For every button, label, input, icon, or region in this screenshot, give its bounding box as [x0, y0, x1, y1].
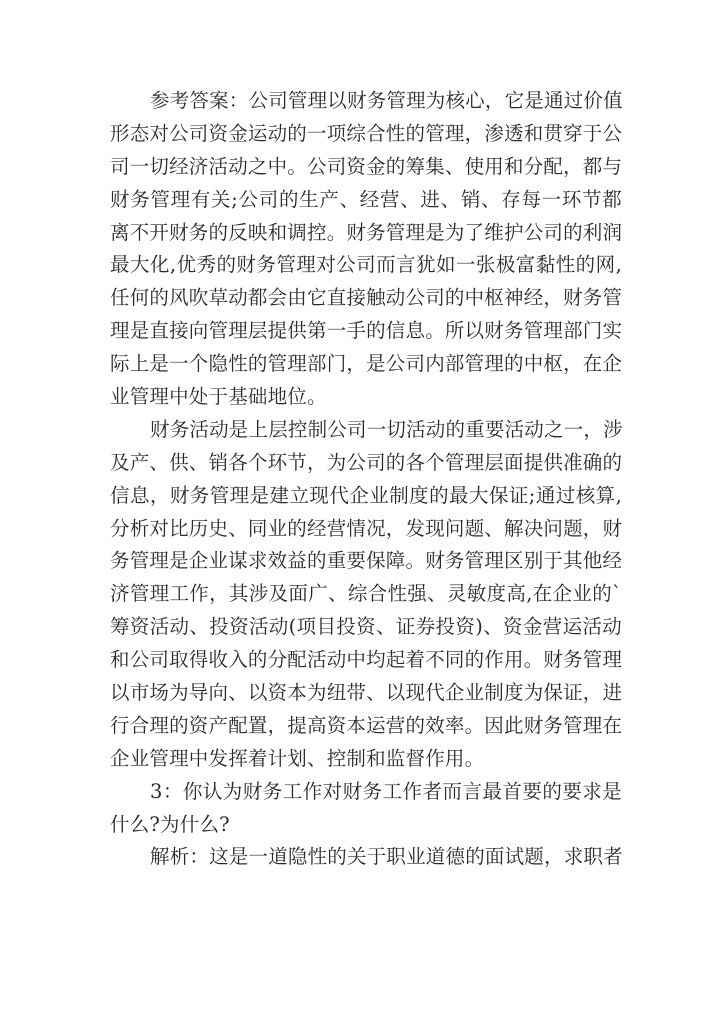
text-line: 行合理的资产配置，提高资本运营的效率。因此财务管理在 — [110, 713, 623, 737]
text-line: 形态对公司资金运动的一项综合性的管理，渗透和贯穿于公 — [110, 121, 623, 145]
document-page — [110, 85, 622, 874]
text-line: 和公司取得收入的分配活动中均起着不同的作用。财务管理 — [110, 648, 623, 672]
text-line: 3：你认为财务工作对财务工作者而言最首要的要求是 — [150, 779, 622, 803]
text-line: 企业管理中发挥着计划、控制和监督作用。 — [110, 746, 485, 770]
text-line: 最大化,优秀的财务管理对公司而言犹如一张极富黏性的网, — [110, 253, 622, 277]
text-line: 务管理是企业谋求效益的重要保障。财务管理区别于其他经 — [110, 549, 623, 573]
text-line: 以市场为导向、以资本为纽带、以现代企业制度为保证，进 — [110, 681, 623, 705]
text-line: 筹资活动、投资活动(项目投资、证券投资)、资金营运活动 — [110, 615, 622, 639]
text-line: 信息，财务管理是建立现代企业制度的最大保证;通过核算, — [110, 483, 622, 507]
text-line: 济管理工作，其涉及面广、综合性强、灵敏度高,在企业的` — [110, 582, 622, 606]
text-line: 离不开财务的反映和调控。财务管理是为了维护公司的利润 — [110, 220, 623, 244]
text-line: 解析：这是一道隐性的关于职业道德的面试题，求职者 — [150, 845, 623, 869]
paragraph-answer — [110, 85, 622, 414]
text-line: 及产、供、销各个环节，为公司的各个管理层面提供准确的 — [110, 450, 623, 474]
text-line: 财务活动是上层控制公司一切活动的重要活动之一，涉 — [150, 417, 623, 441]
paragraph-analysis — [110, 841, 622, 874]
paragraph-question-3 — [110, 776, 622, 842]
text-line: 司一切经济活动之中。公司资金的筹集、使用和分配，都与 — [110, 154, 623, 178]
text-line: 参考答案：公司管理以财务管理为核心，它是通过价值 — [150, 89, 623, 112]
text-line: 业管理中处于基础地位。 — [110, 385, 327, 409]
text-line: 理是直接向管理层提供第一手的信息。所以财务管理部门实 — [110, 319, 623, 343]
text-line: 财务管理有关;公司的生产、经营、进、销、存每一环节都 — [110, 187, 622, 211]
text-line: 什么?为什么? — [110, 812, 230, 836]
text-line: 分析对比历史、同业的经营情况，发现问题、解决问题，财 — [110, 516, 623, 540]
paragraph-financial-activities — [110, 414, 622, 776]
text-line: 任何的风吹草动都会由它直接触动公司的中枢神经，财务管 — [110, 286, 623, 310]
text-line: 际上是一个隐性的管理部门，是公司内部管理的中枢，在企 — [110, 352, 623, 376]
